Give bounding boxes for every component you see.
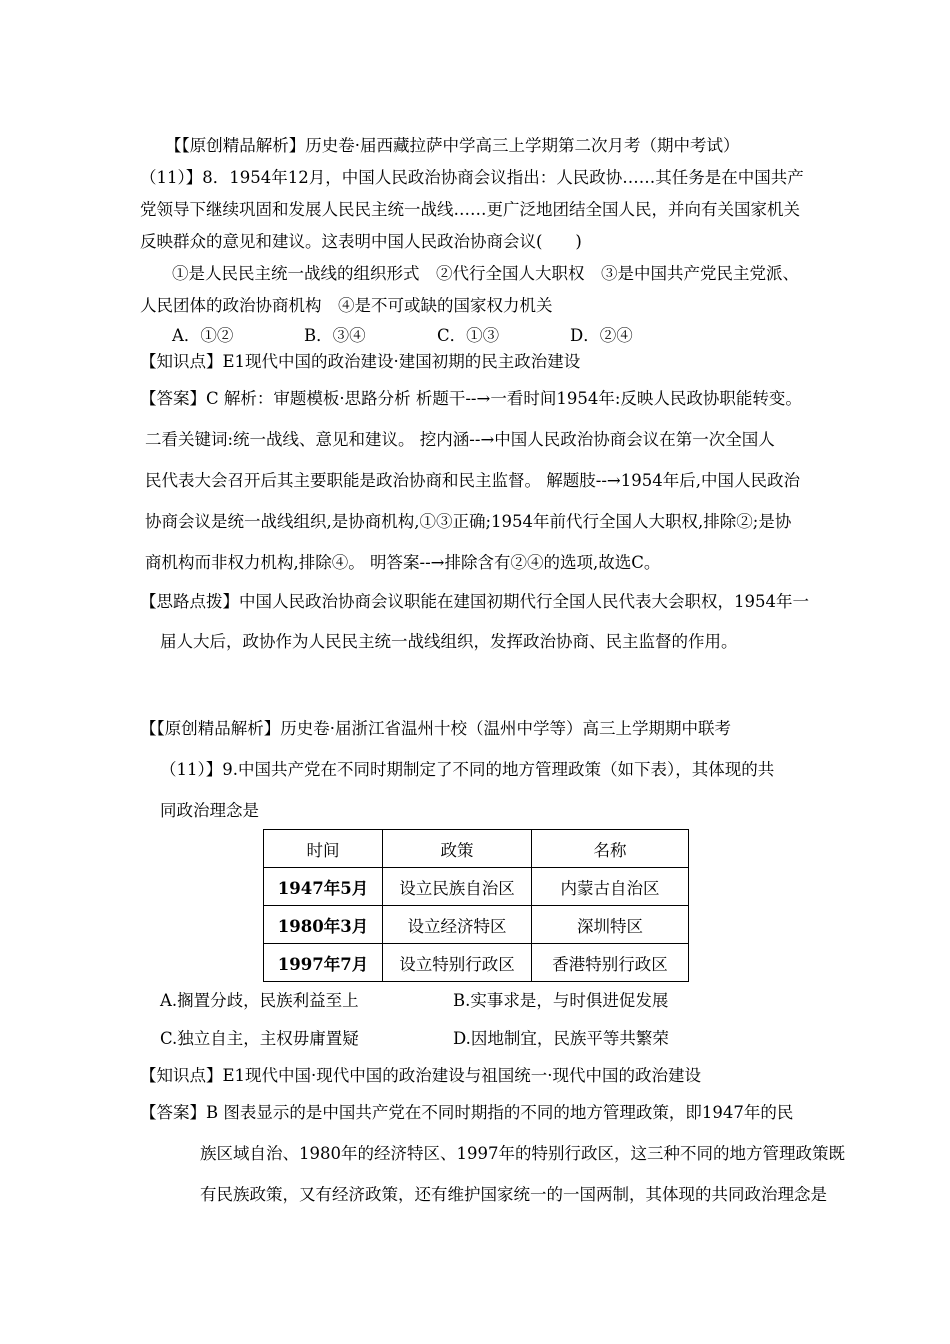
table-header-cell: 时间 [264,830,383,868]
q1-statement-line: 人民团体的政治协商机构 ④是不可或缺的国家权力机关 [140,296,553,315]
table-header-cell: 名称 [532,830,689,868]
table-cell-name: 深圳特区 [532,906,689,944]
table-header-cell: 政策 [383,830,532,868]
q1-heading-line: 【【原创精品解析】历史卷·届西藏拉萨中学高三上学期第二次月考（期中考试） [165,136,740,155]
q1-answer-line: 协商会议是统一战线组织,是协商机构,①③正确;1954年前代行全国人大职权,排除②;是协 [145,512,792,531]
q1-stem-line: 反映群众的意见和建议。这表明中国人民政治协商会议( ) [140,232,582,251]
q2-option-d: D.因地制宜，民族平等共繁荣 [453,1029,669,1048]
table-row [264,944,689,982]
q2-answer-line: 【答案】B 图表显示的是中国共产党在不同时期指的不同的地方管理政策，即1947年的民 [140,1103,794,1122]
table-cell-time: 1997年7月 [264,944,383,982]
table-cell-time: 1980年3月 [264,906,383,944]
q1-stem-line: 党领导下继续巩固和发展人民民主统一战线……更广泛地团结全国人民，并向有关国家机关 [140,200,800,219]
table-cell-policy: 设立经济特区 [383,906,532,944]
q1-answer-line: 民代表大会召开后其主要职能是政治协商和民主监督。 解题肢--→1954年后,中国人民政治 [145,471,800,490]
q1-knowledge-point: 【知识点】E1现代中国的政治建设·建国初期的民主政治建设 [140,352,581,371]
q2-knowledge-point: 【知识点】E1现代中国·现代中国的政治建设与祖国统一·现代中国的政治建设 [140,1066,702,1085]
q2-heading-line: 【【原创精品解析】历史卷·届浙江省温州十校（温州中学等）高三上学期期中联考 [140,719,731,738]
table-cell-name: 香港特别行政区 [532,944,689,982]
q2-answer-line: 族区域自治、1980年的经济特区、1997年的特别行政区，这三种不同的地方管理政策既 [200,1144,845,1163]
q1-answer-line: 商机构而非权力机构,排除④。 明答案--→排除含有②④的选项,故选C。 [145,553,661,572]
q2-answer-line: 有民族政策，又有经济政策，还有维护国家统一的一国两制，其体现的共同政治理念是 [200,1185,827,1204]
q1-answer-line: 【答案】C 解析：审题模板·思路分析 析题干--→一看时间1954年:反映人民政协职能转变。 [140,389,802,408]
q2-stem-line: 同政治理念是 [160,801,259,820]
table-row [264,868,689,906]
q1-option-c: C．①③ [437,326,500,345]
q1-statement-line: ①是人民民主统一战线的组织形式 ②代行全国人大职权 ③是中国共产党民主党派、 [172,264,799,283]
q1-answer-line: 二看关键词:统一战线、意见和建议。 挖内涵--→中国人民政治协商会议在第一次全国人 [145,430,775,449]
table-cell-policy: 设立特别行政区 [383,944,532,982]
q2-option-c: C.独立自主，主权毋庸置疑 [160,1029,359,1048]
table-cell-policy: 设立民族自治区 [383,868,532,906]
q2-option-b: B.实事求是，与时俱进促发展 [453,991,669,1010]
q1-hint-line: 【思路点拨】中国人民政治协商会议职能在建国初期代行全国人民代表大会职权，1954年一 [140,592,809,611]
q1-stem-line: （11）】8．1954年12月，中国人民政治协商会议指出：人民政协……其任务是在中国共产 [140,168,804,187]
q2-stem-line: （11）】9.中国共产党在不同时期制定了不同的地方管理政策（如下表），其体现的共 [160,760,775,779]
q1-option-b: B．③④ [304,326,366,345]
q1-option-a: A．①② [172,326,234,345]
q2-option-a: A.搁置分歧，民族利益至上 [160,991,359,1010]
table-row [264,906,689,944]
q1-option-d: D．②④ [570,326,633,345]
table-cell-name: 内蒙古自治区 [532,868,689,906]
policy-table [263,829,689,982]
table-header-row [264,830,689,868]
table-cell-time: 1947年5月 [264,868,383,906]
q1-hint-line: 届人大后，政协作为人民民主统一战线组织，发挥政治协商、民主监督的作用。 [160,632,738,651]
